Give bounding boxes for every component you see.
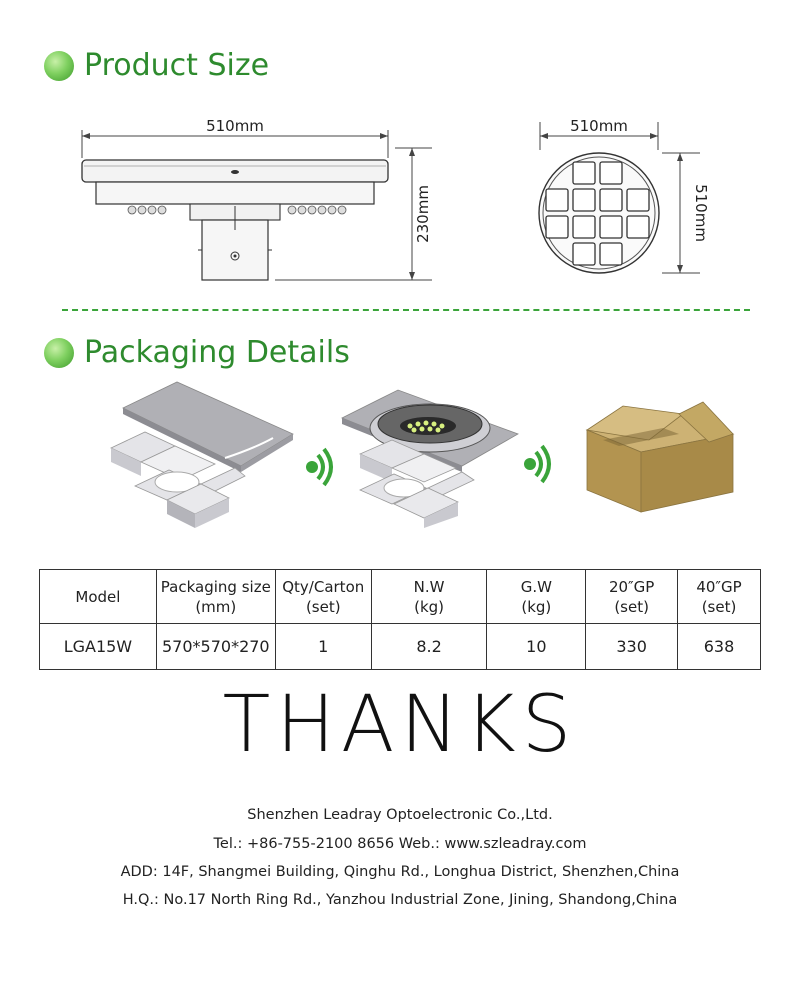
product-size-heading bbox=[44, 48, 269, 83]
header-cell: Model bbox=[40, 570, 157, 624]
header-cell: N.W (kg) bbox=[371, 570, 487, 624]
side-height-label: 230mm bbox=[414, 185, 432, 243]
packaging-table bbox=[39, 569, 761, 670]
header-cell: G.W (kg) bbox=[487, 570, 586, 624]
packaging-title: Packaging Details bbox=[84, 335, 350, 370]
section-divider bbox=[62, 309, 750, 311]
nw-cell: 8.2 bbox=[371, 624, 487, 670]
side-view-drawing bbox=[70, 110, 450, 290]
gp20-cell: 330 bbox=[586, 624, 678, 670]
header-cell: Packaging size (mm) bbox=[156, 570, 275, 624]
header-cell: Qty/Carton (set) bbox=[275, 570, 371, 624]
top-width-label: 510mm bbox=[570, 117, 628, 135]
green-bullet-icon bbox=[44, 51, 74, 81]
table-row bbox=[40, 624, 761, 670]
header-cell: 40″GP (set) bbox=[678, 570, 761, 624]
top-height-label: 510mm bbox=[692, 184, 710, 242]
header-cell: 20″GP (set) bbox=[586, 570, 678, 624]
arrow-icon bbox=[298, 445, 338, 489]
green-bullet-icon bbox=[44, 338, 74, 368]
packaging-step-carton bbox=[583, 400, 738, 515]
gp40-cell: 638 bbox=[678, 624, 761, 670]
company-name: Shenzhen Leadray Optoelectronic Co.,Ltd. bbox=[247, 807, 553, 823]
thanks-heading: THANKS bbox=[222, 680, 578, 770]
arrow-icon bbox=[516, 442, 556, 486]
gw-cell: 10 bbox=[487, 624, 586, 670]
company-hq: H.Q.: No.17 North Ring Rd., Yanzhou Industrial Zone, Jining, Shandong,China bbox=[122, 892, 678, 908]
packaging-heading bbox=[44, 335, 350, 370]
company-address: ADD: 14F, Shangmei Building, Qinghu Rd., Longhua District, Shenzhen,China bbox=[120, 864, 680, 880]
packaging-size-cell: 570*570*270 bbox=[156, 624, 275, 670]
table-header-row bbox=[40, 570, 761, 624]
qty-cell: 1 bbox=[275, 624, 371, 670]
model-cell: LGA15W bbox=[40, 624, 157, 670]
packaging-step-foam bbox=[105, 378, 295, 528]
company-contact: Tel.: +86-755-2100 8656 Web.: www.szleadray.com bbox=[213, 836, 587, 852]
side-width-label: 510mm bbox=[206, 117, 264, 135]
packaging-step-lamp bbox=[338, 378, 528, 528]
top-view-drawing bbox=[530, 110, 730, 290]
product-size-title: Product Size bbox=[84, 48, 270, 83]
